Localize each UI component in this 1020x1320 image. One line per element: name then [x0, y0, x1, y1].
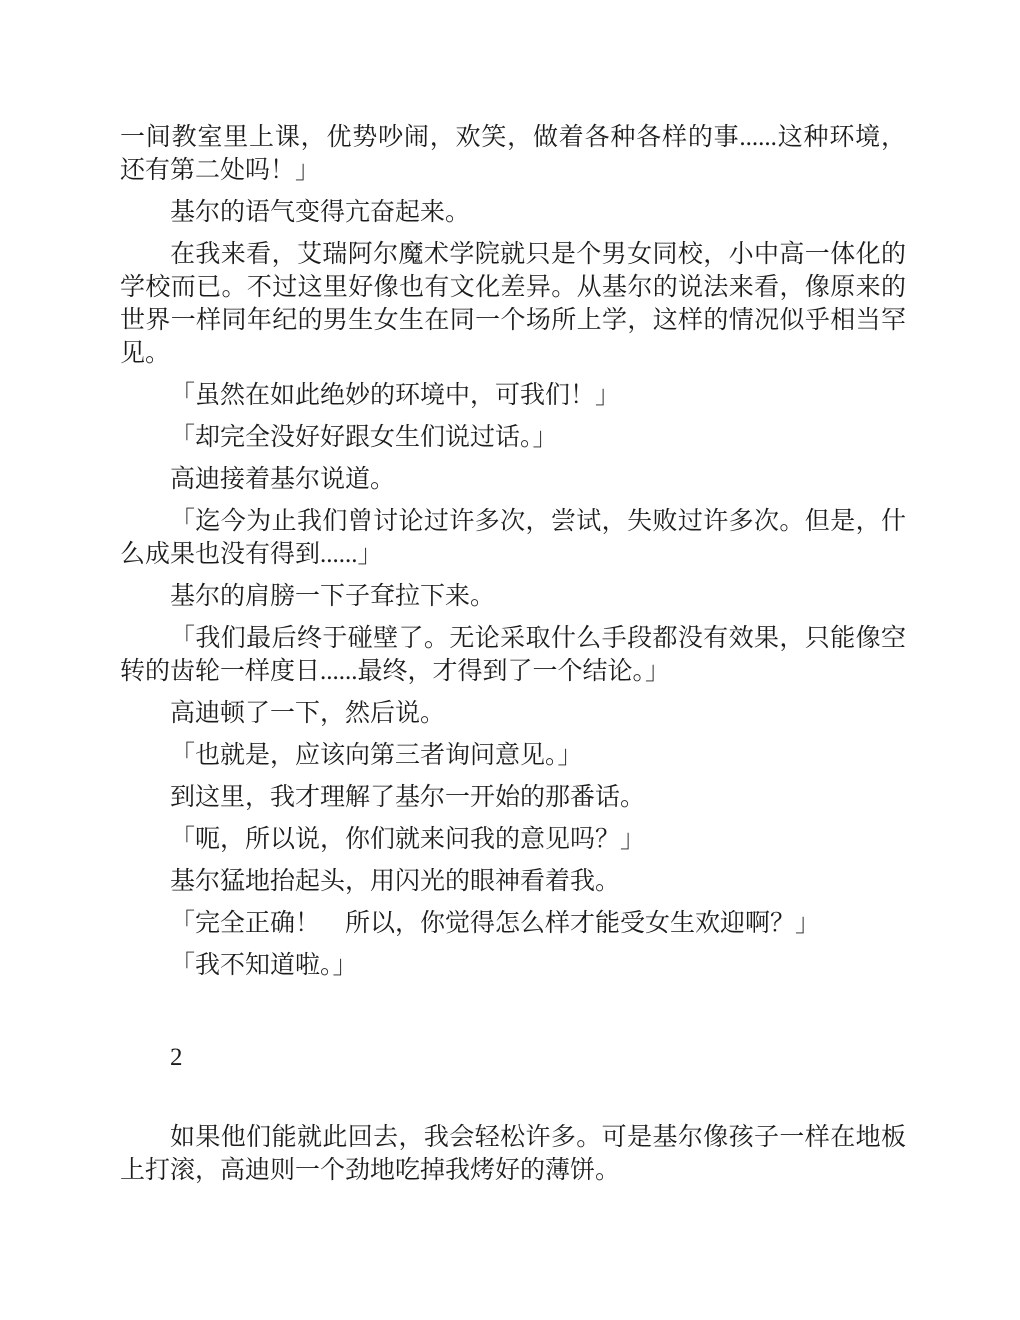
paragraph: 「却完全没好好跟女生们说过话。」: [170, 424, 558, 451]
paragraph: 「呃，所以说，你们就来问我的意见吗？」: [170, 826, 646, 853]
paragraph: 如果他们能就此回去，我会轻松许多。可是基尔像孩子一样在地板上打滚，高迪则一个劲地吃掉我烤好的薄饼。: [120, 1124, 906, 1184]
paragraph: 一间教室里上课，优势吵闹，欢笑，做着各种各样的事......这种环境，还有第二处吗！」: [120, 124, 906, 184]
paragraph: 基尔的语气变得亢奋起来。: [170, 199, 471, 226]
paragraph: 基尔的肩膀一下子耷拉下来。: [170, 583, 496, 610]
paragraph: 「我不知道啦。」: [170, 952, 358, 979]
text-body: [120, 121, 906, 1196]
paragraph: 「完全正确！ 所以，你觉得怎么样才能受女生欢迎啊？」: [170, 910, 821, 937]
paragraph: 「也就是，应该向第三者询问意见。」: [170, 742, 583, 769]
paragraph: 高迪接着基尔说道。: [170, 466, 396, 493]
paragraph: 「虽然在如此绝妙的环境中，可我们！」: [170, 382, 621, 409]
paragraph: 在我来看，艾瑞阿尔魔术学院就只是个男女同校，小中高一体化的学校而已。不过这里好像也有文化差异。从基尔的说法来看，像原来的世界一样同年纪的男生女生在同一个场所上学，这样的情况似乎相当罕见。: [120, 241, 906, 367]
section-number: 2: [170, 1044, 183, 1071]
paragraph: 「我们最后终于碰壁了。无论采取什么手段都没有效果，只能像空转的齿轮一样度日......最终，才得到了一个结论。」: [120, 625, 906, 685]
paragraph: 到这里，我才理解了基尔一开始的那番话。: [170, 784, 646, 811]
paragraph: 高迪顿了一下，然后说。: [170, 700, 446, 727]
paragraph: 基尔猛地抬起头，用闪光的眼神看着我。: [170, 868, 621, 895]
paragraph: 「迄今为止我们曾讨论过许多次，尝试，失败过许多次。但是，什么成果也没有得到......」: [120, 508, 906, 568]
